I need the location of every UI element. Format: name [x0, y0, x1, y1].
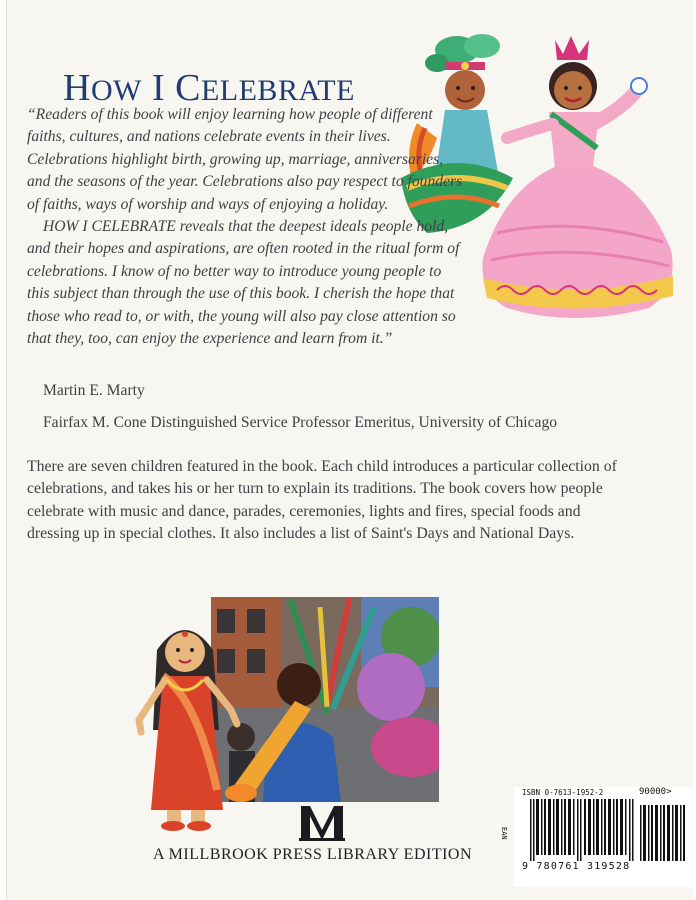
- logo-mark: [297, 800, 347, 842]
- price-code: 90000>: [639, 787, 672, 797]
- price-barcode: [640, 799, 686, 861]
- millbrook-logo: [297, 800, 347, 842]
- back-cover: [6, 0, 693, 900]
- author-affiliation: Fairfax M. Cone Distinguished Service Professor Emeritus, University of Chicago: [43, 414, 558, 431]
- quote-author: Martin E. Marty: [43, 382, 145, 399]
- quote-paragraph: HOW I CELEBRATE reveals that the deepest ideals people hold, and their hopes and aspirations, are often rooted in the ritual form of celebrations. I know of no better way to introduce young people to this subject than through the use of this book. I cherish the hope that those who read to, or with, the young will also pay close attention so that they, too, can enjoy the experience and learn from it.”: [27, 218, 460, 348]
- isbn-text: ISBN 0-7613-1952-2: [522, 788, 604, 797]
- quote-book-title: HOW I CELEBRATE: [43, 218, 176, 236]
- ean-label: EAN: [500, 827, 508, 840]
- review-quote: [27, 104, 467, 350]
- quote-paragraph: “Readers of this book will enjoy learning how people of different faiths, cultures, and nations celebrate events in their lives. Celebrations highlight birth, growing up, marriage, anniversaries, and the seasons of the year. Celebrations also pay respect to founders of faiths, ways of worship and ways of enjoying a holiday.: [27, 106, 463, 213]
- book-title: HOW I CELEBRATE: [63, 67, 355, 109]
- girl-illustration: [127, 610, 252, 840]
- barcode-number: 9 780761 319528: [522, 861, 631, 872]
- book-description: There are seven children featured in the book. Each child introduces a particular collection of celebrations, and takes his or her turn to explain its traditions. The book covers how people celebrate with music and dance, parades, ceremonies, lights and fires, special foods and dressing up in special clothes. It also includes a list of Saint's Days and National Days.: [27, 458, 617, 543]
- barcode-panel: [500, 787, 692, 887]
- ean-barcode: [530, 799, 634, 861]
- edition-label: A MILLBROOK PRESS LIBRARY EDITION: [153, 846, 473, 863]
